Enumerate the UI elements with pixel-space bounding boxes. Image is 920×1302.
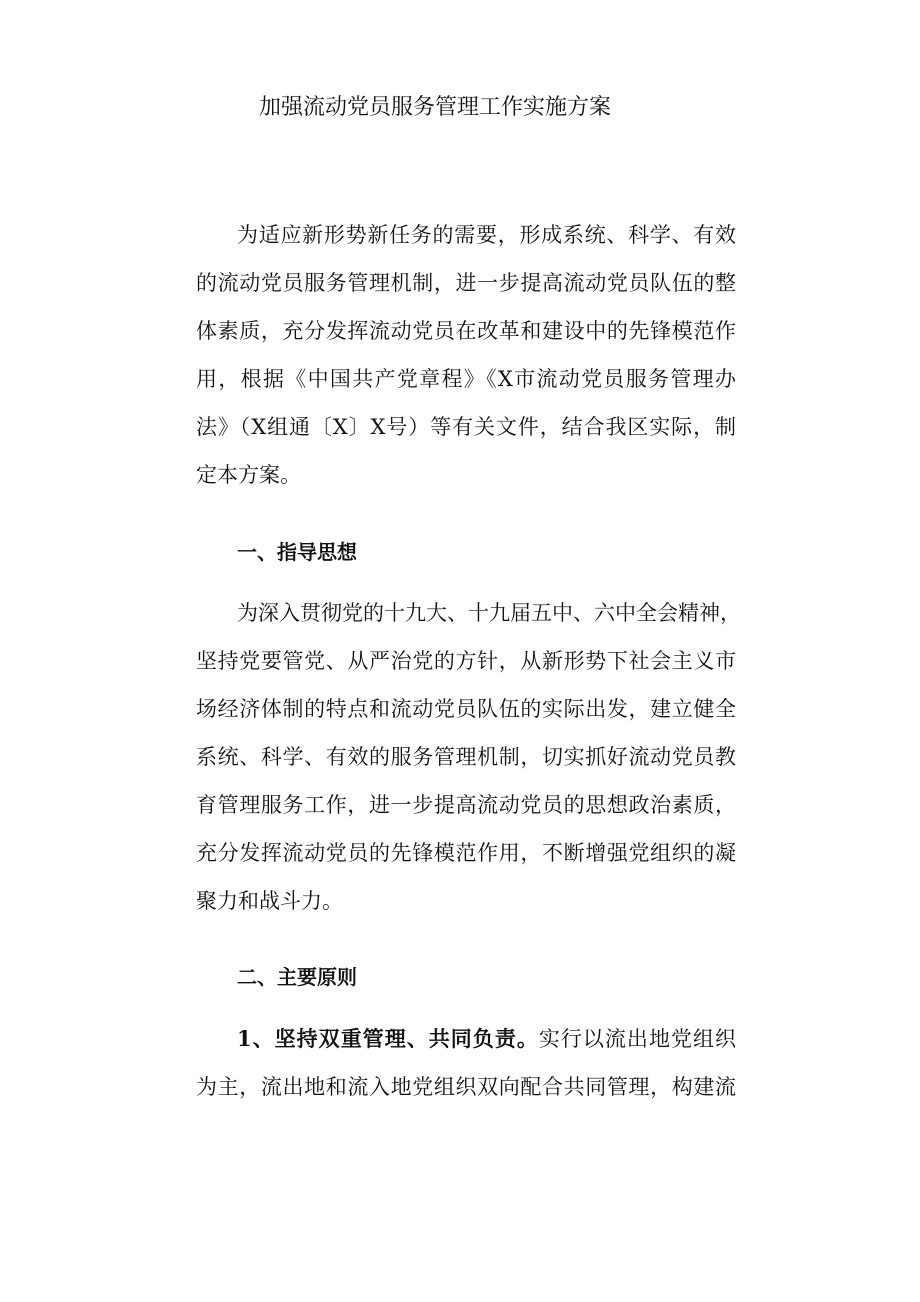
text-line bbox=[237, 1024, 736, 1054]
item-lead-bold: 1、坚持双重管理、共同负责。 bbox=[237, 1026, 539, 1051]
text-line: 育管理服务工作，进一步提高流动党员的思想政治素质， bbox=[196, 793, 736, 817]
text-line: 场经济体制的特点和流动党员队伍的实际出发，建立健全 bbox=[196, 697, 736, 721]
section-heading-guiding-ideology: 一、指导思想 bbox=[237, 540, 357, 564]
text-line: 坚持党要管党、从严治党的方针，从新形势下社会主义市 bbox=[196, 649, 736, 673]
text-line: 的流动党员服务管理机制，进一步提高流动党员队伍的整 bbox=[196, 271, 736, 295]
text-line: 定本方案。 bbox=[196, 463, 301, 487]
text-line: 为深入贯彻党的十九大、十九届五中、六中全会精神， bbox=[237, 601, 741, 625]
section-heading-main-principles: 二、主要原则 bbox=[237, 965, 357, 989]
item-text: 实行以流出地党组织 bbox=[538, 1027, 736, 1051]
text-line: 充分发挥流动党员的先锋模范作用，不断增强党组织的凝 bbox=[196, 841, 736, 865]
text-line: 为适应新形势新任务的需要，形成系统、科学、有效 bbox=[237, 223, 736, 247]
text-line: 用，根据《中国共产党章程》《X市流动党员服务管理办 bbox=[196, 367, 736, 391]
text-line: 系统、科学、有效的服务管理机制，切实抓好流动党员教 bbox=[196, 745, 736, 769]
text-line: 为主，流出地和流入地党组织双向配合共同管理，构建流 bbox=[196, 1075, 736, 1099]
text-line: 体素质，充分发挥流动党员在改革和建设中的先锋模范作 bbox=[196, 319, 736, 343]
text-line: 聚力和战斗力。 bbox=[196, 889, 343, 913]
text-line: 法》（X组通〔X〕X号）等有关文件，结合我区实际，制 bbox=[196, 415, 736, 439]
document-title: 加强流动党员服务管理工作实施方案 bbox=[258, 95, 611, 120]
